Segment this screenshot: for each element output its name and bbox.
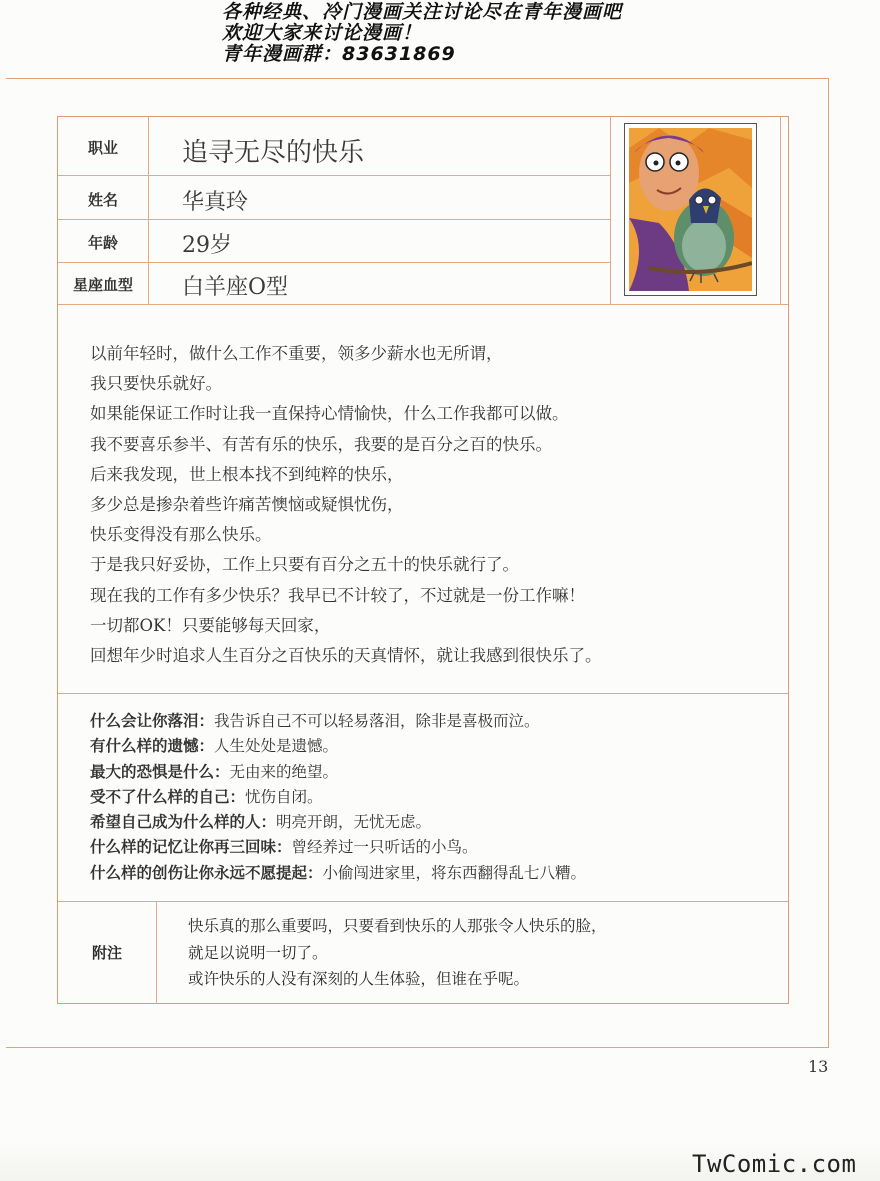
- qa-question: 什么样的创伤让你永远不愿提起：: [90, 863, 323, 882]
- name-label: 姓名: [87, 191, 118, 209]
- divider: [58, 693, 788, 694]
- divider: [148, 117, 149, 304]
- qa-item: [90, 810, 780, 835]
- note-text: [188, 913, 778, 993]
- note-line: 或许快乐的人没有深刻的人生体验，但谁在乎呢。: [188, 970, 530, 988]
- story-line: 多少总是掺杂着些许痛苦懊恼或疑惧忧伤，: [90, 495, 404, 515]
- divider: [58, 219, 610, 220]
- story-line: 后来我发现，世上根本找不到纯粹的快乐，: [90, 464, 404, 484]
- scan-watermark: [222, 2, 622, 65]
- story-line: 快乐变得没有那么快乐。: [90, 525, 272, 545]
- watermark-line-2: 欢迎大家来讨论漫画！: [222, 22, 423, 44]
- age-label: 年龄: [87, 234, 118, 252]
- divider: [610, 117, 611, 304]
- divider: [58, 262, 610, 263]
- story-line: 现在我的工作有多少快乐？我早已不计较了，不过就是一份工作嘛！: [90, 585, 585, 605]
- zodiac-label: 星座血型: [72, 276, 133, 294]
- note-line: 就足以说明一切了。: [188, 943, 328, 962]
- woman-with-bird-illustration-icon: [629, 128, 752, 291]
- note-label: 附注: [91, 944, 122, 962]
- qa-question: 最大的恐惧是什么：: [90, 762, 230, 781]
- qa-item: [90, 785, 780, 810]
- qa-item: [90, 861, 780, 886]
- story-line: 我不要喜乐参半、有苦有乐的快乐，我要的是百分之百的快乐。: [90, 434, 552, 454]
- qa-question: 希望自己成为什么样的人：: [90, 813, 277, 832]
- qa-answer: 人生处处是遗憾。: [214, 737, 339, 756]
- footer-watermark: TwComic.com: [692, 1150, 857, 1178]
- story-line: 一切都OK！只要能够每天回家，: [90, 615, 331, 635]
- story-text: [90, 339, 780, 671]
- story-line: 以前年轻时，做什么工作不重要，领多少薪水也无所谓，: [90, 344, 503, 363]
- age-value: 29岁: [182, 233, 232, 258]
- divider: [58, 304, 788, 305]
- qa-question: 什么样的记忆让你再三回味：: [90, 838, 292, 857]
- story-line: 回想年少时追求人生百分之百快乐的天真情怀，就让我感到很快乐了。: [90, 646, 602, 666]
- qa-item: [90, 835, 780, 860]
- divider: [156, 901, 157, 1004]
- qa-answer: 我告诉自己不可以轻易落泪，除非是喜极而泣。: [214, 712, 540, 730]
- occupation-label: 职业: [87, 139, 118, 157]
- divider: [58, 901, 788, 902]
- story-line: 于是我只好妥协，工作上只要有百分之五十的快乐就行了。: [90, 555, 519, 575]
- qa-answer: 曾经养过一只听话的小鸟。: [291, 838, 478, 857]
- watermark-line-3: 青年漫画群：83631869: [222, 43, 456, 65]
- qa-answer: 小偷闯进家里，将东西翻得乱七八糟。: [322, 863, 587, 882]
- qa-question: 有什么样的遗憾：: [90, 737, 215, 756]
- watermark-line-1: 各种经典、冷门漫画关注讨论尽在青年漫画吧: [222, 1, 623, 23]
- qa-question: 受不了什么样的自己：: [90, 787, 246, 806]
- zodiac-value: 白羊座O型: [182, 275, 289, 300]
- divider: [780, 117, 781, 304]
- qa-answer: 无由来的绝望。: [229, 762, 339, 781]
- profile-card: [57, 116, 789, 1004]
- portrait-photo: [624, 123, 757, 296]
- qa-list: [90, 709, 780, 886]
- qa-item: [90, 734, 780, 759]
- story-line: 我只要快乐就好。: [90, 374, 222, 394]
- page-number: 13: [808, 1057, 829, 1076]
- note-line: 快乐真的那么重要吗，只要看到快乐的人那张令人快乐的脸，: [188, 917, 607, 935]
- qa-answer: 忧伤自闭。: [245, 787, 323, 806]
- qa-question: 什么会让你落泪：: [90, 712, 215, 730]
- story-line: 如果能保证工作时让我一直保持心情愉快，什么工作我都可以做。: [90, 404, 569, 424]
- divider: [58, 175, 610, 176]
- qa-item: [90, 760, 780, 785]
- qa-item: [90, 709, 780, 734]
- qa-answer: 明亮开朗，无忧无虑。: [276, 813, 432, 832]
- name-value: 华真玲: [182, 190, 249, 215]
- occupation-value: 追寻无尽的快乐: [182, 138, 365, 168]
